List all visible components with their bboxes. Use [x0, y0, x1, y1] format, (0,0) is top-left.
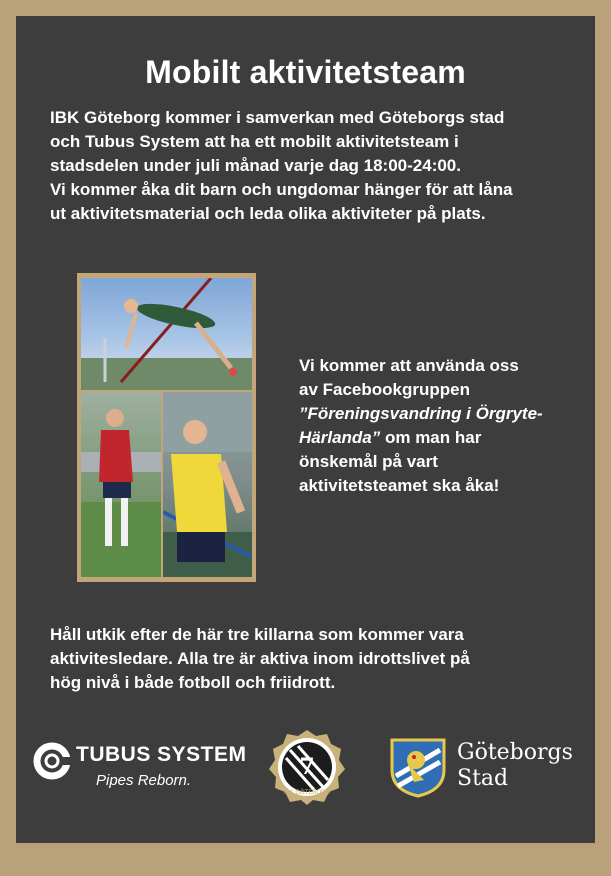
ibk-goteborg-crest: [268, 728, 346, 806]
tubus-system-logo: [32, 737, 247, 797]
tubus-name: TUBUS SYSTEM: [76, 743, 247, 766]
photo-collage: [77, 273, 256, 582]
side-line: om man har: [380, 428, 482, 447]
side-line: aktivitetsteamet ska åka!: [299, 476, 500, 495]
intro-line: och Tubus System att ha ett mobilt aktivitetsteam i: [50, 132, 459, 151]
facebook-group-name: ”Föreningsvandring i Örgryte-: [299, 404, 543, 423]
ibk-name: IBK GÖTEBORG: [283, 790, 331, 796]
facebook-group-name: Härlanda”: [299, 428, 381, 447]
football-player-photo: [81, 392, 161, 577]
intro-line: IBK Göteborg kommer i samverkan med Göteborgs stad: [50, 108, 505, 127]
tubus-tagline: Pipes Reborn.: [96, 772, 192, 789]
goteborgs-stad-logo: [390, 734, 590, 804]
gbg-line1: Göteborgs: [457, 740, 573, 765]
outro-line: hög nivå i både fotboll och friidrott.: [50, 673, 336, 692]
side-line: av Facebookgruppen: [299, 380, 470, 399]
svg-text:7: 7: [299, 754, 315, 780]
poster-title: Mobilt aktivitetsteam: [145, 54, 466, 90]
athlete-photo: [163, 392, 252, 577]
facebook-info: [299, 354, 589, 498]
pole-vault-photo: [81, 278, 252, 390]
poster: [16, 16, 595, 843]
intro-line: stadsdelen under juli månad varje dag 18:00-24:00.: [50, 156, 461, 175]
tubus-ring-icon: [32, 741, 72, 781]
side-line: Vi kommer att använda oss: [299, 356, 519, 375]
intro-line: ut aktivitetsmaterial och leda olika aktiviteter på plats.: [50, 204, 486, 223]
side-line: önskemål på vart: [299, 452, 438, 471]
outro-line: aktivitesledare. Alla tre är aktiva inom idrottslivet på: [50, 649, 470, 668]
outro-line: Håll utkik efter de här tre killarna som kommer vara: [50, 625, 464, 644]
leaders-paragraph: [50, 623, 590, 695]
gbg-name: [457, 740, 573, 792]
intro-line: Vi kommer åka dit barn och ungdomar hänger för att låna: [50, 180, 513, 199]
gbg-line2: Stad: [457, 766, 509, 791]
intro-paragraph: [50, 106, 590, 226]
gbg-shield-icon: [390, 736, 446, 798]
